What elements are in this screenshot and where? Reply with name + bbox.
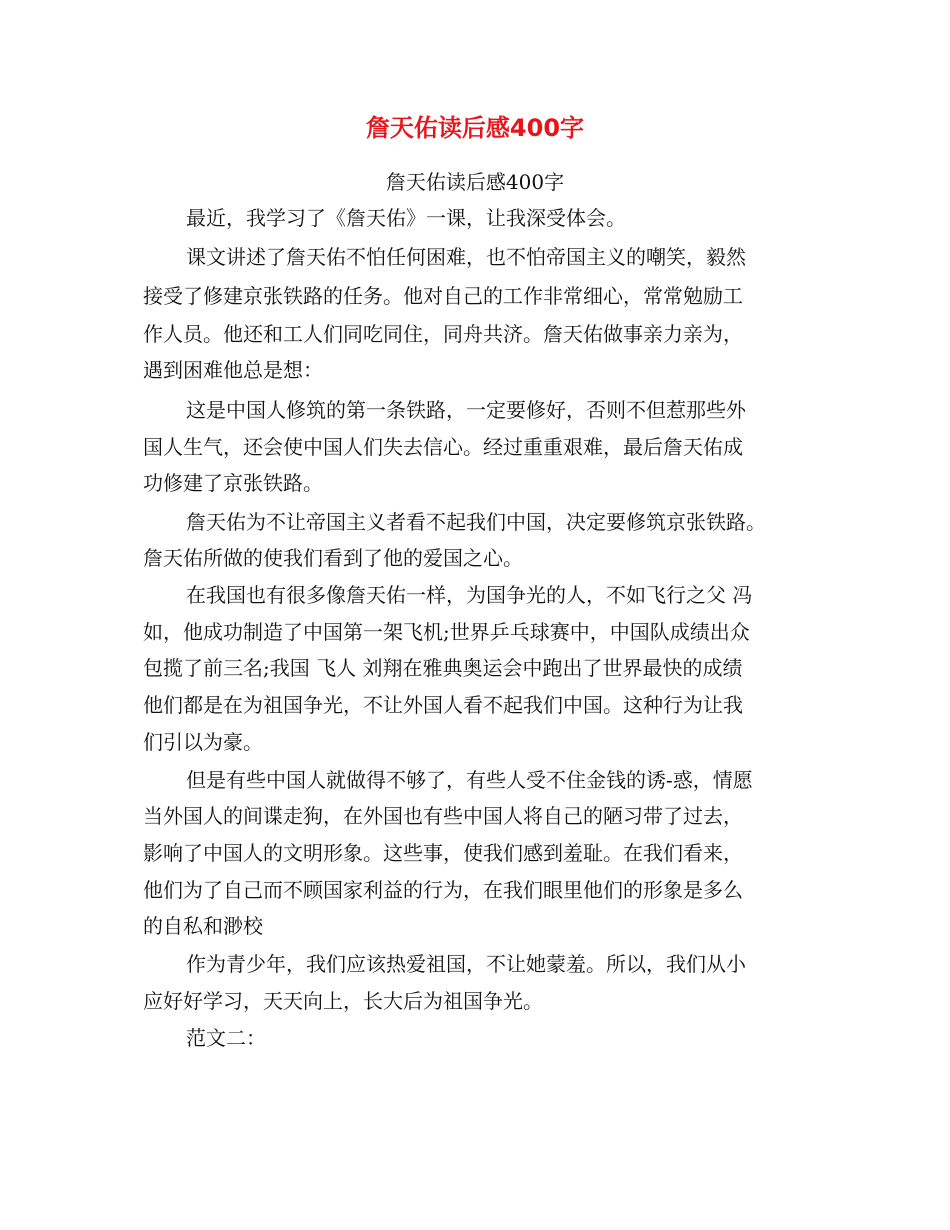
- paragraph-line: 詹天佑所做的使我们看到了他的爱国之心。: [143, 546, 523, 570]
- paragraph-line: 作人员。他还和工人们同吃同住，同舟共济。詹天佑做事亲力亲为，: [143, 322, 743, 346]
- paragraph-line: 这是中国人修筑的第一条铁路，一定要修好，否则不但惹那些外: [186, 398, 746, 422]
- paragraph-line: 遇到困难他总是想：: [143, 358, 323, 382]
- paragraph-line: 当外国人的间谍走狗，在外国也有些中国人将自己的陋习带了过去，: [143, 804, 743, 828]
- paragraph-line: 包揽了前三名;我国 飞人 刘翔在雅典奥运会中跑出了世界最快的成绩: [143, 656, 743, 680]
- paragraph-line: 影响了中国人的文明形象。这些事，使我们感到羞耻。在我们看来，: [143, 841, 743, 865]
- paragraph-line: 应好好学习，天天向上，长大后为祖国争光。: [143, 989, 543, 1013]
- paragraph-line: 在我国也有很多像詹天佑一样，为国争光的人，不如飞行之父 冯: [186, 583, 753, 607]
- paragraph-line: 他们都是在为祖国争光，不让外国人看不起我们中国。这种行为让我: [143, 693, 743, 717]
- document-subtitle: 詹天佑读后感400字: [385, 170, 565, 194]
- paragraph-line: 詹天佑为不让帝国主义者看不起我们中国，决定要修筑京张铁路。: [186, 510, 766, 534]
- paragraph-line: 接受了修建京张铁路的任务。他对自己的工作非常细心，常常勉励工: [143, 284, 743, 308]
- paragraph-line: 最近，我学习了《詹天佑》一课，让我深受体会。: [186, 206, 626, 230]
- paragraph-line: 范文二：: [186, 1026, 266, 1050]
- paragraph-line: 课文讲述了詹天佑不怕任何困难，也不怕帝国主义的嘲笑，毅然: [186, 245, 746, 269]
- paragraph-line: 如，他成功制造了中国第一架飞机;世界乒乓球赛中，中国队成绩出众: [143, 620, 750, 644]
- paragraph-line: 们引以为豪。: [143, 730, 263, 754]
- document-title: 詹天佑读后感400字: [365, 114, 585, 142]
- paragraph-line: 国人生气，还会使中国人们失去信心。经过重重艰难，最后詹天佑成: [143, 435, 743, 459]
- paragraph-line: 作为青少年，我们应该热爱祖国，不让她蒙羞。所以，我们从小: [186, 952, 746, 976]
- paragraph-line: 他们为了自己而不顾国家利益的行为，在我们眼里他们的形象是多么: [143, 878, 743, 902]
- paragraph-line: 的自私和渺校: [143, 914, 263, 938]
- paragraph-line: 功修建了京张铁路。: [143, 471, 323, 495]
- paragraph-line: 但是有些中国人就做得不够了，有些人受不住金钱的诱-惑，情愿: [186, 768, 753, 792]
